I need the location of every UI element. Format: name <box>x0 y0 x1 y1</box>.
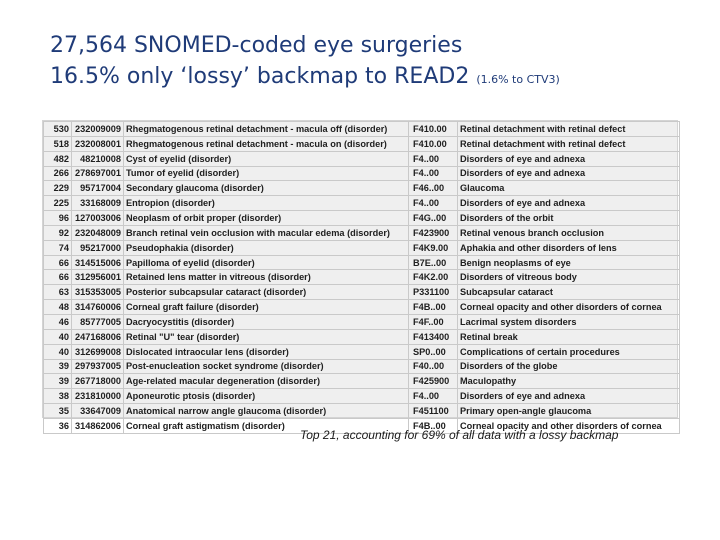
snomed-code-cell: 232009009 <box>72 122 124 137</box>
read-code-cell: F410.00 <box>409 122 458 137</box>
table-row <box>44 151 680 166</box>
read-term-cell: Maculopathy <box>458 374 680 389</box>
table-row <box>44 300 680 315</box>
snomed-code-cell: 314862006 <box>72 418 124 433</box>
count-cell: 96 <box>44 211 72 226</box>
snomed-code-cell: 232008001 <box>72 136 124 151</box>
snomed-code-cell: 231810000 <box>72 389 124 404</box>
read-term-cell: Disorders of eye and adnexa <box>458 166 680 181</box>
read-term-cell: Glaucoma <box>458 181 680 196</box>
read-code-cell: F4B..00 <box>409 300 458 315</box>
snomed-code-cell: 232048009 <box>72 225 124 240</box>
count-cell: 266 <box>44 166 72 181</box>
read-term-cell: Disorders of eye and adnexa <box>458 151 680 166</box>
table-row <box>44 211 680 226</box>
read-term-cell: Benign neoplasms of eye <box>458 255 680 270</box>
snomed-code-cell: 267718000 <box>72 374 124 389</box>
count-cell: 225 <box>44 196 72 211</box>
read-code-cell: F4B..00 <box>409 418 458 433</box>
snomed-term-cell: Tumor of eyelid (disorder) <box>124 166 409 181</box>
count-cell: 46 <box>44 314 72 329</box>
read-code-cell: F451100 <box>409 404 458 419</box>
snomed-term-cell: Retinal "U" tear (disorder) <box>124 329 409 344</box>
read-code-cell: F425900 <box>409 374 458 389</box>
table-caption: Top 21, accounting for 69% of all data with a lossy backmap <box>300 428 619 442</box>
snomed-term-cell: Branch retinal vein occlusion with macular edema (disorder) <box>124 225 409 240</box>
snomed-code-cell: 33647009 <box>72 404 124 419</box>
snomed-term-cell: Cyst of eyelid (disorder) <box>124 151 409 166</box>
table-body <box>44 122 680 434</box>
read-code-cell: F4..00 <box>409 196 458 211</box>
snomed-term-cell: Corneal graft failure (disorder) <box>124 300 409 315</box>
snomed-term-cell: Secondary glaucoma (disorder) <box>124 181 409 196</box>
read-term-cell: Primary open-angle glaucoma <box>458 404 680 419</box>
read-term-cell: Corneal opacity and other disorders of cornea <box>458 418 680 433</box>
table-row <box>44 329 680 344</box>
table-row <box>44 270 680 285</box>
snomed-code-cell: 33168009 <box>72 196 124 211</box>
count-cell: 35 <box>44 404 72 419</box>
table-row <box>44 344 680 359</box>
slide-title <box>50 30 560 95</box>
read-code-cell: F4K2.00 <box>409 270 458 285</box>
snomed-code-cell: 312956001 <box>72 270 124 285</box>
snomed-term-cell: Pseudophakia (disorder) <box>124 240 409 255</box>
read-code-cell: F413400 <box>409 329 458 344</box>
table-row <box>44 240 680 255</box>
snomed-term-cell: Post-enucleation socket syndrome (disorder) <box>124 359 409 374</box>
snomed-code-cell: 85777005 <box>72 314 124 329</box>
read-code-cell: F46..00 <box>409 181 458 196</box>
snomed-code-cell: 95717004 <box>72 181 124 196</box>
count-cell: 39 <box>44 359 72 374</box>
count-cell: 229 <box>44 181 72 196</box>
snomed-term-cell: Corneal graft astigmatism (disorder) <box>124 418 409 433</box>
read-term-cell: Retinal detachment with retinal defect <box>458 136 680 151</box>
read-code-cell: F423900 <box>409 225 458 240</box>
read-term-cell: Disorders of the globe <box>458 359 680 374</box>
snomed-term-cell: Posterior subcapsular cataract (disorder) <box>124 285 409 300</box>
table-row <box>44 314 680 329</box>
table-row <box>44 404 680 419</box>
read-term-cell: Disorders of eye and adnexa <box>458 389 680 404</box>
table-row <box>44 255 680 270</box>
snomed-term-cell: Dislocated intraocular lens (disorder) <box>124 344 409 359</box>
snomed-code-cell: 247168006 <box>72 329 124 344</box>
read-code-cell: F4..00 <box>409 151 458 166</box>
snomed-code-cell: 314515006 <box>72 255 124 270</box>
read-code-cell: F4K9.00 <box>409 240 458 255</box>
read-term-cell: Retinal venous branch occlusion <box>458 225 680 240</box>
table-row <box>44 374 680 389</box>
read-code-cell: F40..00 <box>409 359 458 374</box>
count-cell: 530 <box>44 122 72 137</box>
read-code-cell: F4F..00 <box>409 314 458 329</box>
table-row <box>44 359 680 374</box>
count-cell: 92 <box>44 225 72 240</box>
table-row <box>44 196 680 211</box>
count-cell: 74 <box>44 240 72 255</box>
snomed-code-cell: 95217000 <box>72 240 124 255</box>
read-term-cell: Disorders of vitreous body <box>458 270 680 285</box>
snomed-term-cell: Papilloma of eyelid (disorder) <box>124 255 409 270</box>
table-row <box>44 225 680 240</box>
snomed-code-cell: 297937005 <box>72 359 124 374</box>
count-cell: 40 <box>44 344 72 359</box>
table-row <box>44 181 680 196</box>
table-row <box>44 285 680 300</box>
table-row <box>44 136 680 151</box>
snomed-code-cell: 312699008 <box>72 344 124 359</box>
snomed-code-cell: 314760006 <box>72 300 124 315</box>
read-code-cell: B7E..00 <box>409 255 458 270</box>
title-line-2-note: (1.6% to CTV3) <box>476 73 560 86</box>
read-term-cell: Corneal opacity and other disorders of cornea <box>458 300 680 315</box>
snomed-code-cell: 127003006 <box>72 211 124 226</box>
snomed-code-cell: 278697001 <box>72 166 124 181</box>
read-term-cell: Aphakia and other disorders of lens <box>458 240 680 255</box>
read-code-cell: F4..00 <box>409 389 458 404</box>
snomed-term-cell: Dacryocystitis (disorder) <box>124 314 409 329</box>
snomed-term-cell: Anatomical narrow angle glaucoma (disorder) <box>124 404 409 419</box>
snomed-term-cell: Age-related macular degeneration (disorder) <box>124 374 409 389</box>
read-code-cell: F4G..00 <box>409 211 458 226</box>
read-code-cell: F410.00 <box>409 136 458 151</box>
snomed-term-cell: Entropion (disorder) <box>124 196 409 211</box>
count-cell: 36 <box>44 418 72 433</box>
read-term-cell: Complications of certain procedures <box>458 344 680 359</box>
read-term-cell: Retinal detachment with retinal defect <box>458 122 680 137</box>
read-term-cell: Disorders of the orbit <box>458 211 680 226</box>
snomed-term-cell: Neoplasm of orbit proper (disorder) <box>124 211 409 226</box>
read-code-cell: P331100 <box>409 285 458 300</box>
count-cell: 482 <box>44 151 72 166</box>
read-code-cell: SP0..00 <box>409 344 458 359</box>
table-row <box>44 389 680 404</box>
read-code-cell: F4..00 <box>409 166 458 181</box>
snomed-term-cell: Retained lens matter in vitreous (disorder) <box>124 270 409 285</box>
title-line-1: 27,564 SNOMED-coded eye surgeries <box>50 33 463 58</box>
count-cell: 63 <box>44 285 72 300</box>
read-term-cell: Lacrimal system disorders <box>458 314 680 329</box>
count-cell: 48 <box>44 300 72 315</box>
snomed-term-cell: Rhegmatogenous retinal detachment - macula on (disorder) <box>124 136 409 151</box>
count-cell: 66 <box>44 270 72 285</box>
count-cell: 66 <box>44 255 72 270</box>
count-cell: 40 <box>44 329 72 344</box>
count-cell: 518 <box>44 136 72 151</box>
surgery-code-table <box>42 120 678 431</box>
count-cell: 38 <box>44 389 72 404</box>
table-row <box>44 122 680 137</box>
snomed-term-cell: Aponeurotic ptosis (disorder) <box>124 389 409 404</box>
snomed-code-cell: 315353005 <box>72 285 124 300</box>
table-row <box>44 166 680 181</box>
count-cell: 39 <box>44 374 72 389</box>
read-term-cell: Subcapsular cataract <box>458 285 680 300</box>
data-table <box>43 121 680 434</box>
snomed-code-cell: 48210008 <box>72 151 124 166</box>
title-line-2 <box>50 61 560 95</box>
read-term-cell: Disorders of eye and adnexa <box>458 196 680 211</box>
read-term-cell: Retinal break <box>458 329 680 344</box>
snomed-term-cell: Rhegmatogenous retinal detachment - macula off (disorder) <box>124 122 409 137</box>
title-line-2-text: 16.5% only ‘lossy’ backmap to READ2 <box>50 64 470 89</box>
